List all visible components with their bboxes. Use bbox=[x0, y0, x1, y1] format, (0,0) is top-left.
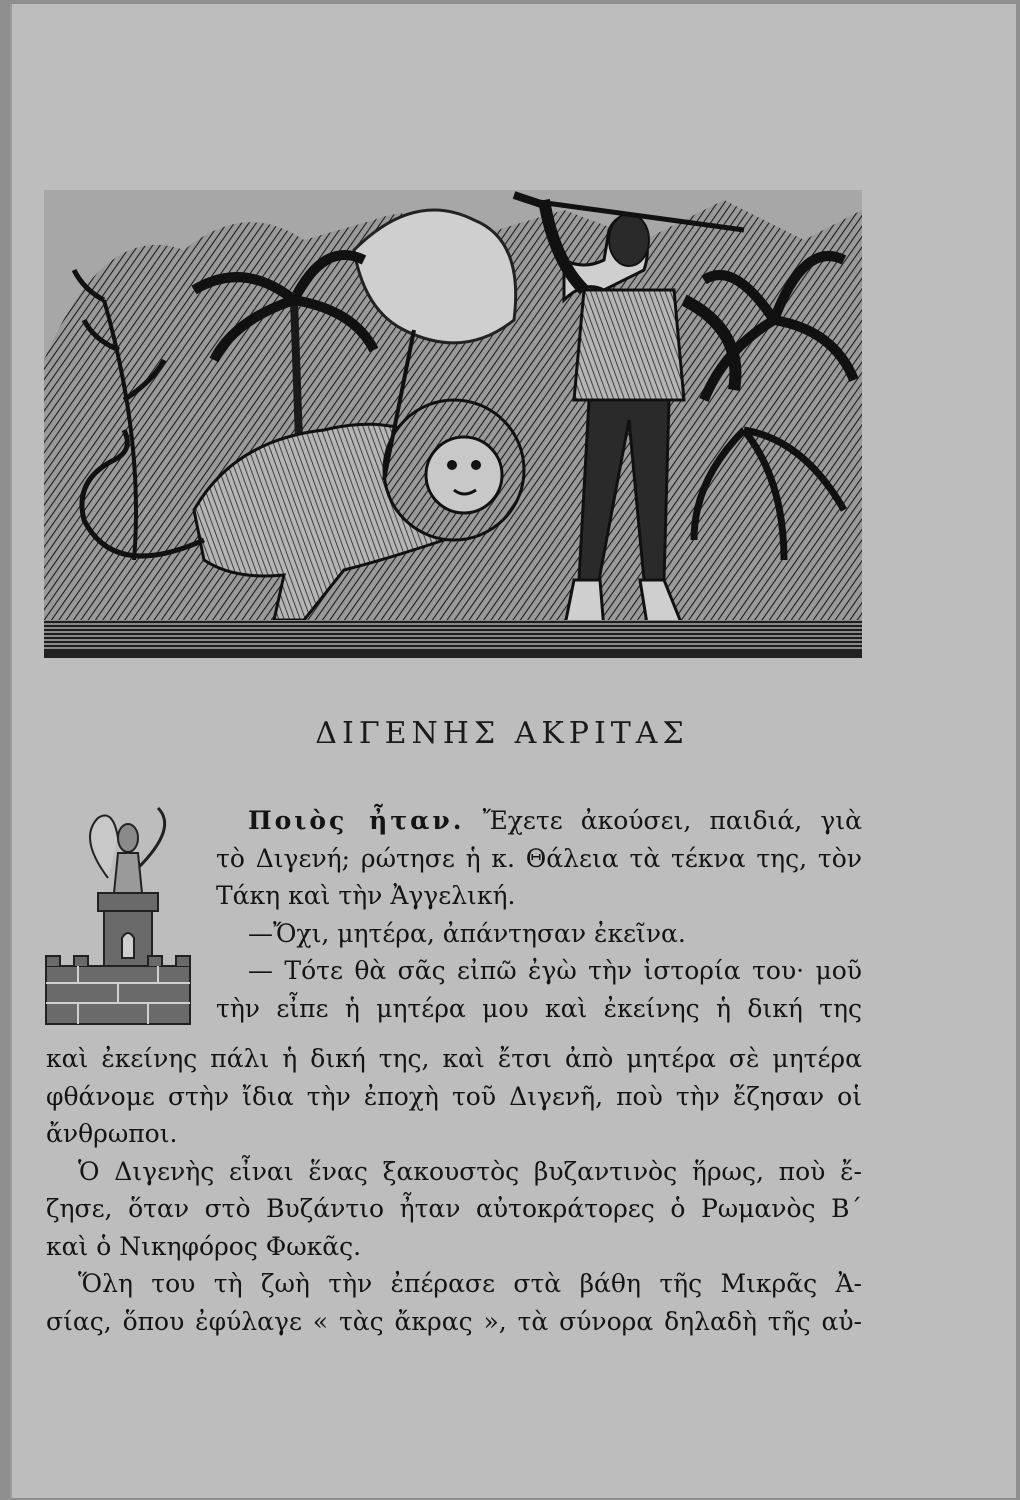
paragraph-body bbox=[46, 1040, 862, 1340]
text-line: σίας, ὅπου ἐφύλαγε « τὰς ἄκρας », τὰ σύνορα δηλαδὴ τῆς αὐ- bbox=[46, 1306, 862, 1336]
text-line: καὶ ὁ Νικηφόρος Φωκᾶς. bbox=[46, 1231, 362, 1261]
paragraph-intro bbox=[216, 802, 862, 1027]
chapter-title: ΔΙΓΕΝΗΣ ΑΚΡΙΤΑΣ bbox=[315, 716, 689, 751]
tower-knight-icon bbox=[38, 798, 198, 1028]
woodcut-warrior-lion-icon bbox=[44, 180, 862, 658]
text-line: Τάκη καὶ τὴν Ἀγγελική. bbox=[216, 881, 516, 910]
text-line bbox=[216, 802, 862, 840]
text-line: Ὁ Διγενὴς εἶναι ἕνας ξακουστὸς βυζαντινὸς ἥρως, ποὺ ἔ- bbox=[78, 1156, 862, 1186]
text-line: φθάνομε στὴν ἴδια τὴν ἐποχὴ τοῦ Διγενῆ, ποὺ τὴν ἔζησαν οἱ bbox=[46, 1081, 862, 1111]
text-line: τὴν εἶπε ἡ μητέρα μου καὶ ἐκείνης ἡ δική της bbox=[216, 993, 862, 1023]
text-line: τὸ Διγενή; ρώτησε ἡ κ. Θάλεια τὰ τέκνα της, τὸν bbox=[216, 843, 862, 873]
text-line: —Ὄχι, μητέρα, ἀπάντησαν ἐκεῖνα. bbox=[248, 918, 686, 948]
text-line: ζησε, ὅταν στὸ Βυζάντιο ἦταν αὐτοκράτορες ὁ Ρωμανὸς Β΄ bbox=[46, 1194, 862, 1223]
text-line: ἄνθρωποι. bbox=[46, 1119, 178, 1148]
text-line: καὶ ἐκείνης πάλι ἡ δική της, καὶ ἔτσι ἀπὸ μητέρα σὲ μητέρα bbox=[46, 1044, 862, 1073]
text-line: Ὅλη του τὴ ζωὴ τὴν ἐπέρασε στὰ βάθη τῆς Μικρᾶς Ἀ- bbox=[78, 1269, 862, 1298]
text-span: Ἔχετε ἀκούσει, παιδιά, γιὰ bbox=[482, 806, 862, 835]
text-line: — Τότε θὰ σᾶς εἰπῶ ἐγὼ τὴν ἱστορία του· μοῦ bbox=[248, 956, 862, 985]
lead-heading: Ποιὸς ἦταν. bbox=[248, 806, 465, 835]
